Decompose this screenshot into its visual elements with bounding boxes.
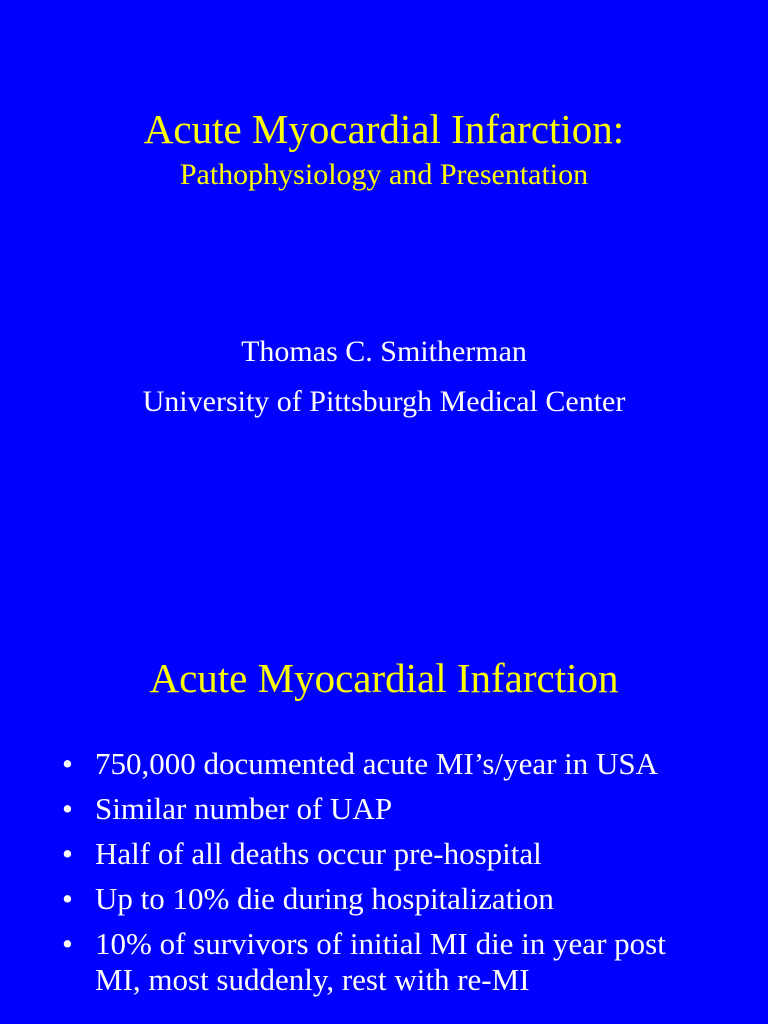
bullet-item xyxy=(58,836,698,872)
bullet-icon: • xyxy=(62,881,73,916)
bullet-text: 750,000 documented acute MI’s/year in USA xyxy=(95,746,659,781)
content-slide xyxy=(0,576,768,1024)
slide-title: Acute Myocardial Infarction xyxy=(149,655,619,701)
bullet-icon: • xyxy=(62,791,73,826)
bullet-item xyxy=(58,791,698,827)
bullet-text: 10% of survivors of initial MI die in year post MI, most suddenly, rest with re-MI xyxy=(95,926,666,997)
slide-title: Acute Myocardial Infarction: xyxy=(143,106,625,152)
bullet-icon: • xyxy=(62,926,73,961)
bullet-text: Up to 10% die during hospitalization xyxy=(95,881,554,916)
bullet-item xyxy=(58,746,698,782)
slide-subtitle: Pathophysiology and Presentation xyxy=(179,158,589,191)
author-name: Thomas C. Smitherman xyxy=(241,335,527,368)
bullet-list xyxy=(58,746,698,1007)
bullet-icon: • xyxy=(62,836,73,871)
bullet-text: Similar number of UAP xyxy=(95,791,393,826)
author-affiliation: University of Pittsburgh Medical Center xyxy=(142,385,626,418)
bullet-text: Half of all deaths occur pre-hospital xyxy=(95,836,542,871)
bullet-icon: • xyxy=(62,746,73,781)
bullet-item xyxy=(58,881,698,917)
bullet-item xyxy=(58,926,698,998)
